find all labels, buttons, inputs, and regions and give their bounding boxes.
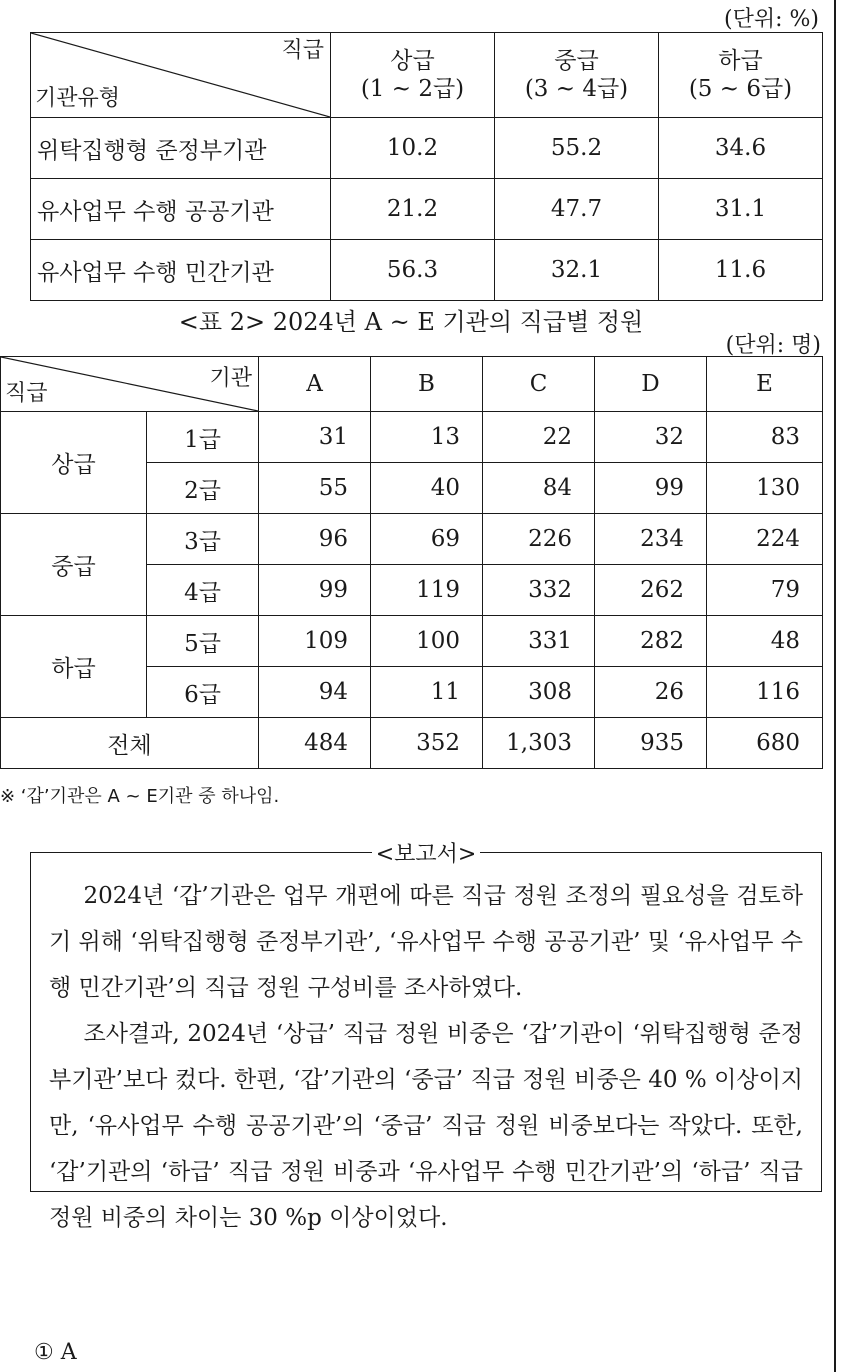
report-paragraph: 2024년 ‘갑’기관은 업무 개편에 따른 직급 정원 조정의 필요성을 검토하기 위해 ‘위탁집행형 준정부기관’, ‘유사업무 수행 공공기관’ 및 ‘유사업무 수행 민간기관’의 직급 정원 구성비를 조사하였다.	[49, 883, 803, 1001]
table2-cell: 352	[371, 718, 483, 769]
table2-cell: 32	[595, 412, 707, 463]
table2-cell: 332	[483, 565, 595, 616]
table2-row	[1, 412, 823, 463]
table2-cell: 680	[707, 718, 823, 769]
table2-header-top: 기관	[209, 366, 252, 391]
report-paragraph: 조사결과, 2024년 ‘상급’ 직급 정원 비중은 ‘갑’기관이 ‘위탁집행형 준정부기관’보다 컸다. 한편, ‘갑’기관의 ‘중급’ 직급 정원 비중은 40 % 이상이지만, ‘유사업무 수행 공공기관’의 ‘중급’ 직급 정원 비중보다는 작았다. 또한, ‘갑’기관의 ‘하급’ 직급 정원 비중과 ‘유사업무 수행 민간기관’의 ‘하급’ 직급 정원 비중의 차이는 30 %p 이상이었다.	[49, 1021, 803, 1231]
table2-col-header: E	[707, 357, 823, 412]
table2-col-header: B	[371, 357, 483, 412]
table2-cell: 99	[259, 565, 371, 616]
table1-row	[31, 240, 823, 301]
table1-header-top: 직급	[281, 38, 324, 63]
table1-row-label: 유사업무 수행 민간기관	[31, 240, 331, 301]
table2-note: ※ ‘갑’기관은 A ~ E기관 중 하나임.	[0, 786, 280, 807]
table2-total-label: 전체	[1, 718, 259, 769]
table2-row	[1, 514, 823, 565]
table2-col-header: C	[483, 357, 595, 412]
table2-cell: 119	[371, 565, 483, 616]
table2-cell: 83	[707, 412, 823, 463]
report-title: <보고서>	[372, 842, 481, 867]
table2-cell: 130	[707, 463, 823, 514]
table2-grade: 2급	[147, 463, 259, 514]
table2-cell: 11	[371, 667, 483, 718]
table2	[0, 356, 823, 769]
table2-cell: 234	[595, 514, 707, 565]
table1-cell: 47.7	[495, 179, 659, 240]
table2-grade: 4급	[147, 565, 259, 616]
table2-cell: 100	[371, 616, 483, 667]
table2-group-label: 하급	[1, 616, 147, 718]
table2-cell: 40	[371, 463, 483, 514]
table2-group-label: 상급	[1, 412, 147, 514]
table2-cell: 99	[595, 463, 707, 514]
table2-header-bottom: 직급	[5, 381, 48, 406]
report-title-wrap	[31, 837, 821, 868]
table1-cell: 31.1	[659, 179, 823, 240]
table2-group-label: 중급	[1, 514, 147, 616]
table2-cell: 116	[707, 667, 823, 718]
table2-col-header: A	[259, 357, 371, 412]
table1-cell: 34.6	[659, 118, 823, 179]
table2-cell: 13	[371, 412, 483, 463]
table2-cell: 79	[707, 565, 823, 616]
table1-cell: 21.2	[331, 179, 495, 240]
table2-cell: 226	[483, 514, 595, 565]
table2-cell: 69	[371, 514, 483, 565]
table2-cell: 308	[483, 667, 595, 718]
table1-col-header: 상급 (1 ~ 2급)	[331, 33, 495, 118]
table1	[30, 32, 823, 301]
table2-cell: 935	[595, 718, 707, 769]
table2-cell: 109	[259, 616, 371, 667]
table1-cell: 10.2	[331, 118, 495, 179]
table2-cell: 96	[259, 514, 371, 565]
table2-row	[1, 616, 823, 667]
answer-choice[interactable]: ① A	[34, 1340, 77, 1365]
table1-row	[31, 179, 823, 240]
table2-col-header: D	[595, 357, 707, 412]
table1-cell: 11.6	[659, 240, 823, 301]
table2-total-row	[1, 718, 823, 769]
table1-unit: (단위: %)	[724, 7, 819, 32]
table1-row-label: 유사업무 수행 공공기관	[31, 179, 331, 240]
table2-grade: 5급	[147, 616, 259, 667]
report-box	[30, 842, 822, 1231]
table1-cell: 56.3	[331, 240, 495, 301]
table1-row	[31, 118, 823, 179]
table1-cell: 55.2	[495, 118, 659, 179]
table2-cell: 26	[595, 667, 707, 718]
table2-title: <표 2> 2024년 A ~ E 기관의 직급별 정원	[178, 308, 644, 336]
table2-cell: 331	[483, 616, 595, 667]
table1-col-header: 하급 (5 ~ 6급)	[659, 33, 823, 118]
table2-grade: 6급	[147, 667, 259, 718]
table2-grade: 3급	[147, 514, 259, 565]
table1-corner-header	[31, 33, 331, 118]
table2-cell: 31	[259, 412, 371, 463]
table2-corner-header	[1, 357, 259, 412]
table1-header-bottom: 기관유형	[35, 86, 121, 111]
table2-cell: 22	[483, 412, 595, 463]
table2-cell: 282	[595, 616, 707, 667]
table2-grade: 1급	[147, 412, 259, 463]
table1-col-header: 중급 (3 ~ 4급)	[495, 33, 659, 118]
table2-cell: 94	[259, 667, 371, 718]
table2-cell: 224	[707, 514, 823, 565]
table2-cell: 484	[259, 718, 371, 769]
table2-cell: 262	[595, 565, 707, 616]
table2-unit: (단위: 명)	[725, 333, 821, 358]
table2-cell: 1,303	[483, 718, 595, 769]
table2-cell: 55	[259, 463, 371, 514]
report-body	[31, 853, 821, 1241]
table2-cell: 84	[483, 463, 595, 514]
table2-cell: 48	[707, 616, 823, 667]
table1-row-label: 위탁집행형 준정부기관	[31, 118, 331, 179]
page-column-rule	[834, 0, 836, 1372]
table1-cell: 32.1	[495, 240, 659, 301]
